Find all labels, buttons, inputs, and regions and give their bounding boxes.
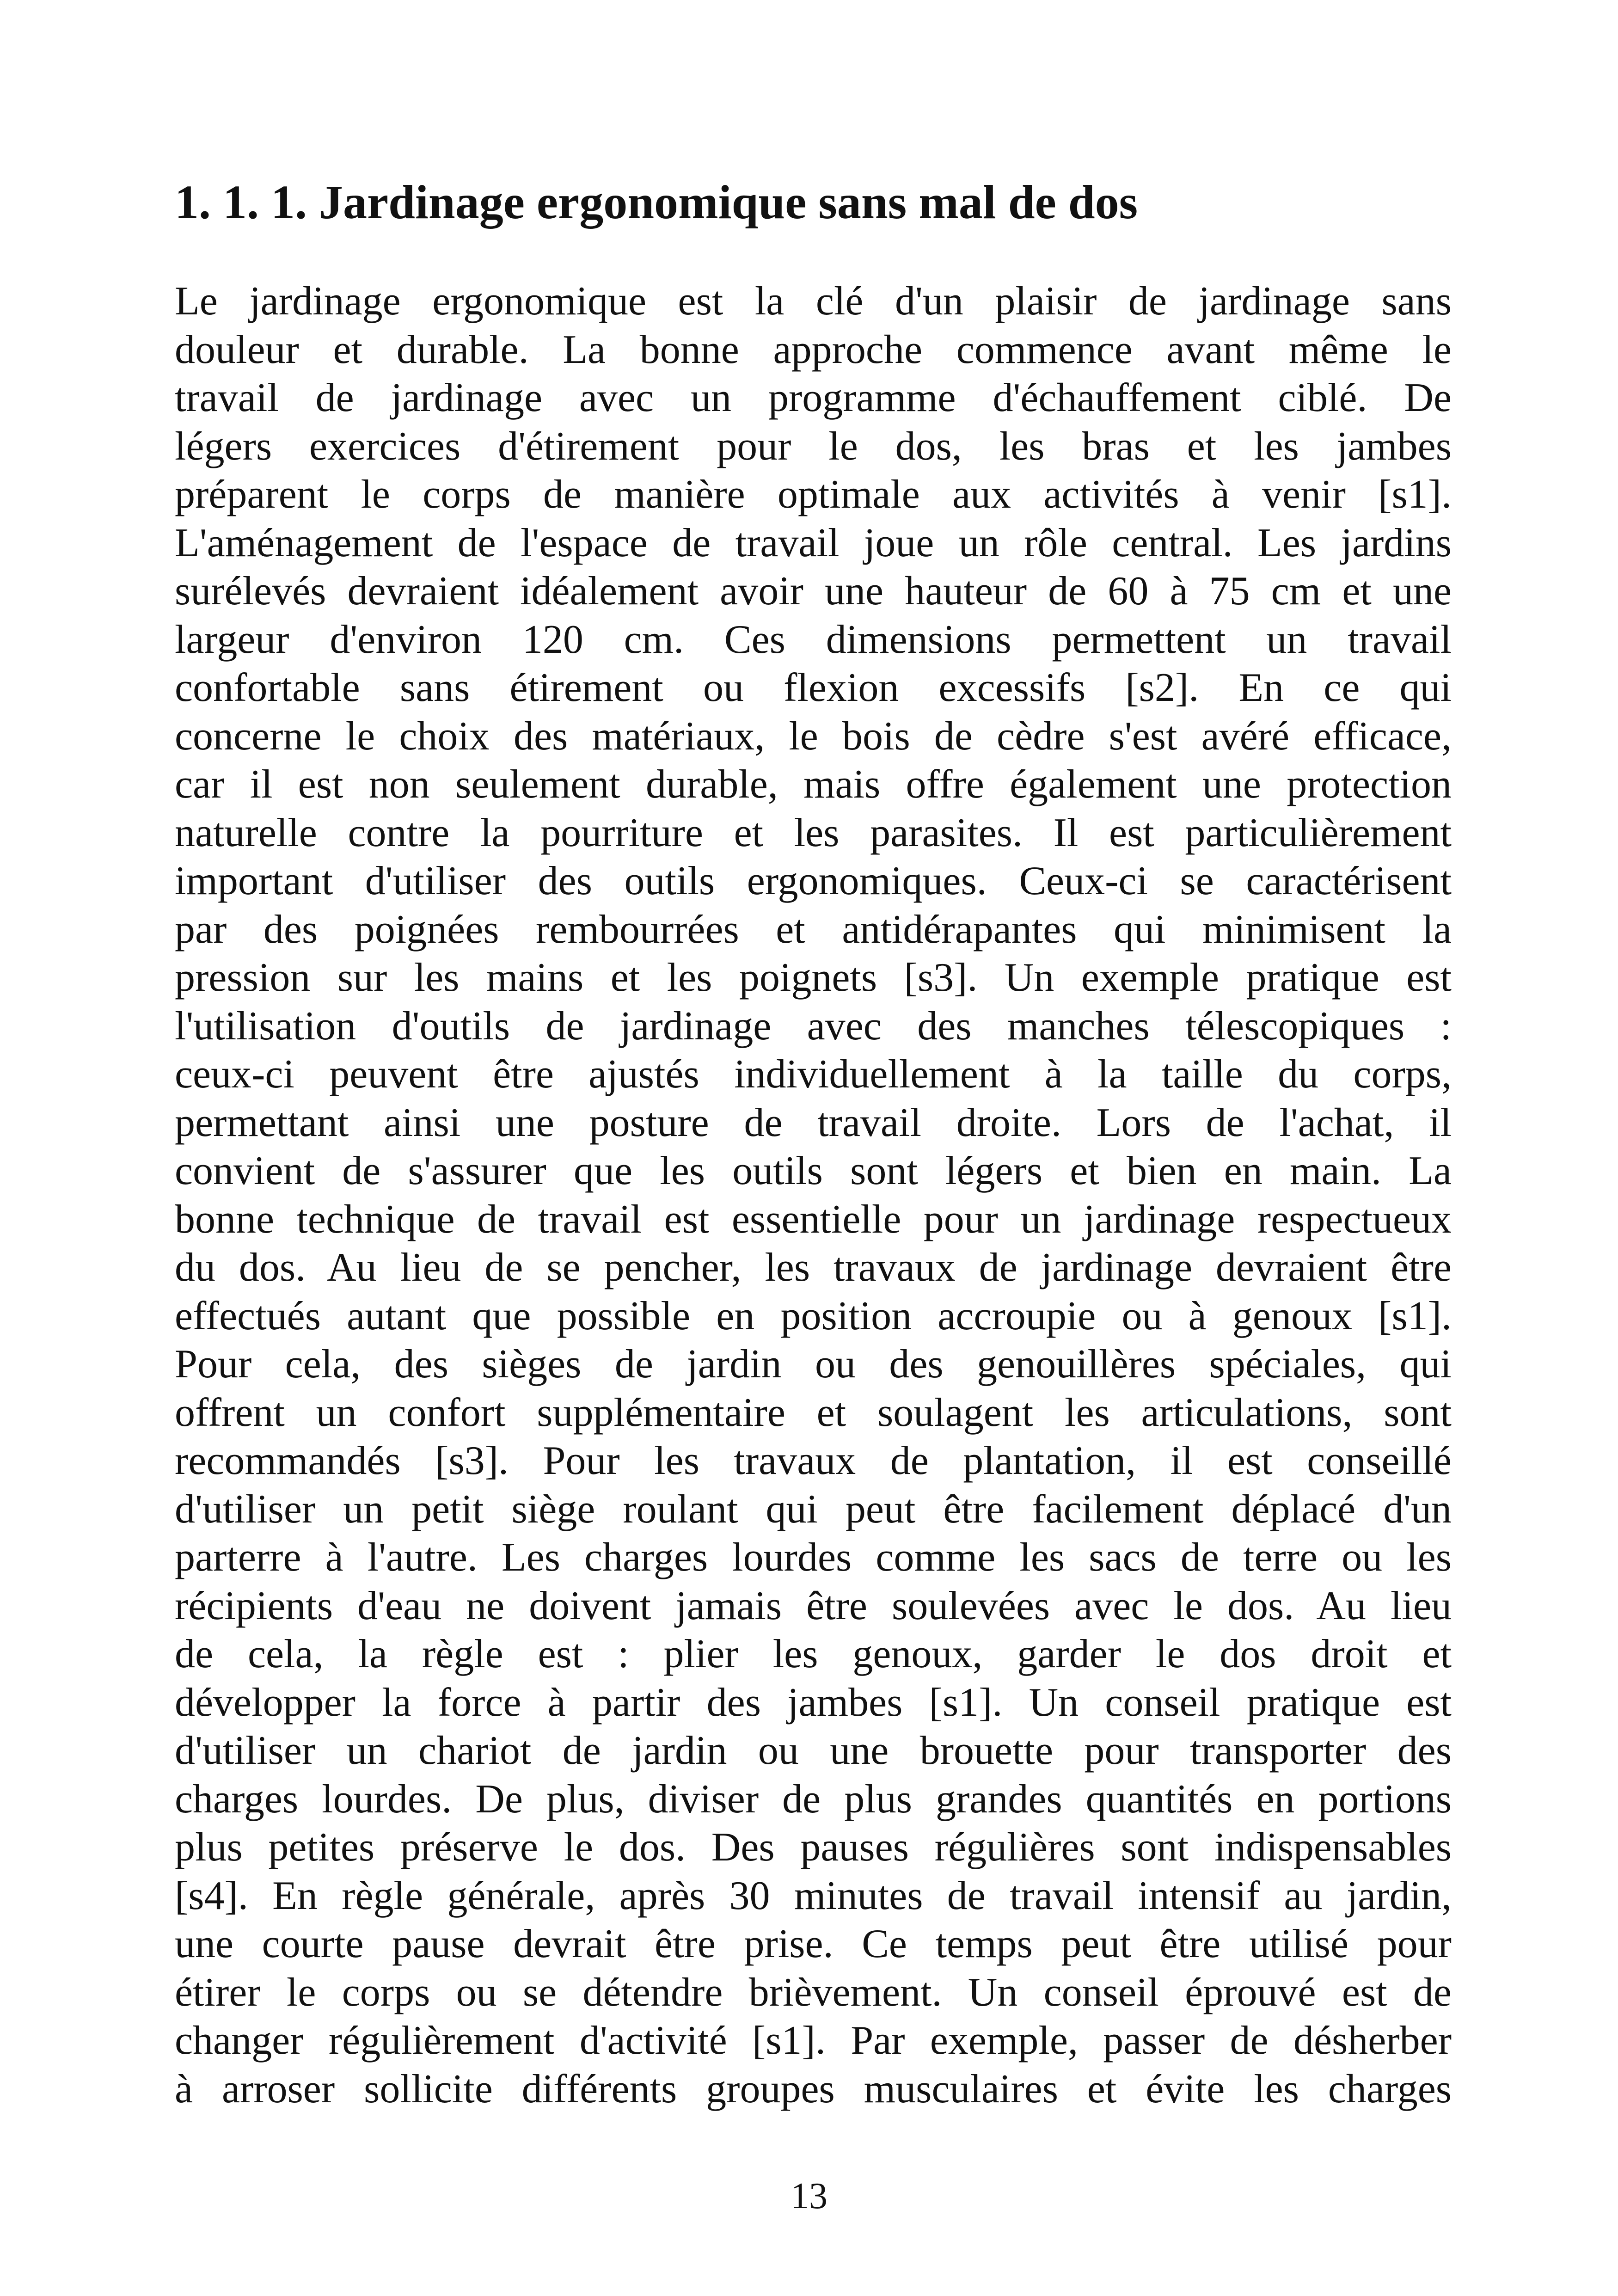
body-text-line: d'utiliser un chariot de jardin ou une brouette pour transporter des <box>175 1728 1452 1773</box>
body-text-line: naturelle contre la pourriture et les parasites. Il est particulièrement <box>175 810 1452 855</box>
body-paragraph <box>175 277 1452 2113</box>
body-text-line: permettant ainsi une posture de travail droite. Lors de l'achat, il <box>175 1100 1452 1145</box>
body-text-line: concerne le choix des matériaux, le bois de cèdre s'est avéré efficace, <box>175 713 1452 759</box>
body-text-line: de cela, la règle est : plier les genoux, garder le dos droit et <box>175 1632 1452 1676</box>
section-heading: 1. 1. 1. Jardinage ergonomique sans mal de dos <box>175 176 1138 229</box>
body-text-line: convient de s'assurer que les outils sont légers et bien en main. La <box>175 1148 1452 1193</box>
body-text-line: L'aménagement de l'espace de travail joue un rôle central. Les jardins <box>175 520 1452 565</box>
body-text-line: plus petites préserve le dos. Des pauses régulières sont indispensables <box>175 1825 1452 1870</box>
body-text-line: offrent un confort supplémentaire et soulagent les articulations, sont <box>175 1390 1452 1435</box>
body-text-line: car il est non seulement durable, mais offre également une protection <box>175 762 1452 807</box>
body-text-line: travail de jardinage avec un programme d'échauffement ciblé. De <box>175 375 1452 420</box>
body-text-line: récipients d'eau ne doivent jamais être soulevées avec le dos. Au lieu <box>175 1583 1452 1628</box>
body-text-line: d'utiliser un petit siège roulant qui peut être facilement déplacé d'un <box>175 1486 1452 1532</box>
body-text-line: ceux-ci peuvent être ajustés individuellement à la taille du corps, <box>175 1052 1452 1097</box>
body-text-line: confortable sans étirement ou flexion excessifs [s2]. En ce qui <box>175 665 1452 710</box>
body-text-line: l'utilisation d'outils de jardinage avec des manches télescopiques : <box>175 1003 1452 1049</box>
page-number: 13 <box>791 2176 827 2216</box>
body-text-line: par des poignées rembourrées et antidérapantes qui minimisent la <box>175 907 1452 952</box>
body-text-line: du dos. Au lieu de se pencher, les travaux de jardinage devraient être <box>175 1245 1452 1290</box>
body-text-line: parterre à l'autre. Les charges lourdes comme les sacs de terre ou les <box>175 1535 1452 1580</box>
body-text-line: effectués autant que possible en position accroupie ou à genoux [s1]. <box>175 1293 1452 1338</box>
body-text-line: surélevés devraient idéalement avoir une hauteur de 60 à 75 cm et une <box>175 569 1452 614</box>
body-text-line: Le jardinage ergonomique est la clé d'un plaisir de jardinage sans <box>175 279 1452 324</box>
body-text-line: douleur et durable. La bonne approche commence avant même le <box>175 327 1452 372</box>
body-text-line: préparent le corps de manière optimale aux activités à venir [s1]. <box>175 472 1452 517</box>
body-text-line: [s4]. En règle générale, après 30 minutes de travail intensif au jardin, <box>175 1873 1452 1918</box>
body-text-line: pression sur les mains et les poignets [s3]. Un exemple pratique est <box>175 955 1452 1000</box>
body-text-line: changer régulièrement d'activité [s1]. Par exemple, passer de désherber <box>175 2018 1452 2063</box>
body-text-line: une courte pause devrait être prise. Ce temps peut être utilisé pour <box>175 1922 1452 1966</box>
body-text-line: à arroser sollicite différents groupes musculaires et évite les charges <box>175 2066 1452 2112</box>
body-text-line: recommandés [s3]. Pour les travaux de plantation, il est conseillé <box>175 1438 1452 1483</box>
body-text-line: Pour cela, des sièges de jardin ou des genouillères spéciales, qui <box>175 1342 1452 1387</box>
body-text-line: important d'utiliser des outils ergonomiques. Ceux-ci se caractérisent <box>175 859 1452 903</box>
body-text-line: largeur d'environ 120 cm. Ces dimensions permettent un travail <box>175 617 1452 662</box>
body-text-line: légers exercices d'étirement pour le dos, les bras et les jambes <box>175 424 1452 469</box>
body-text-line: bonne technique de travail est essentielle pour un jardinage respectueux <box>175 1197 1452 1242</box>
body-text-line: développer la force à partir des jambes [s1]. Un conseil pratique est <box>175 1680 1452 1725</box>
body-text-line: étirer le corps ou se détendre brièvement. Un conseil éprouvé est de <box>175 1970 1452 2015</box>
body-text-line: charges lourdes. De plus, diviser de plus grandes quantités en portions <box>175 1776 1452 1822</box>
